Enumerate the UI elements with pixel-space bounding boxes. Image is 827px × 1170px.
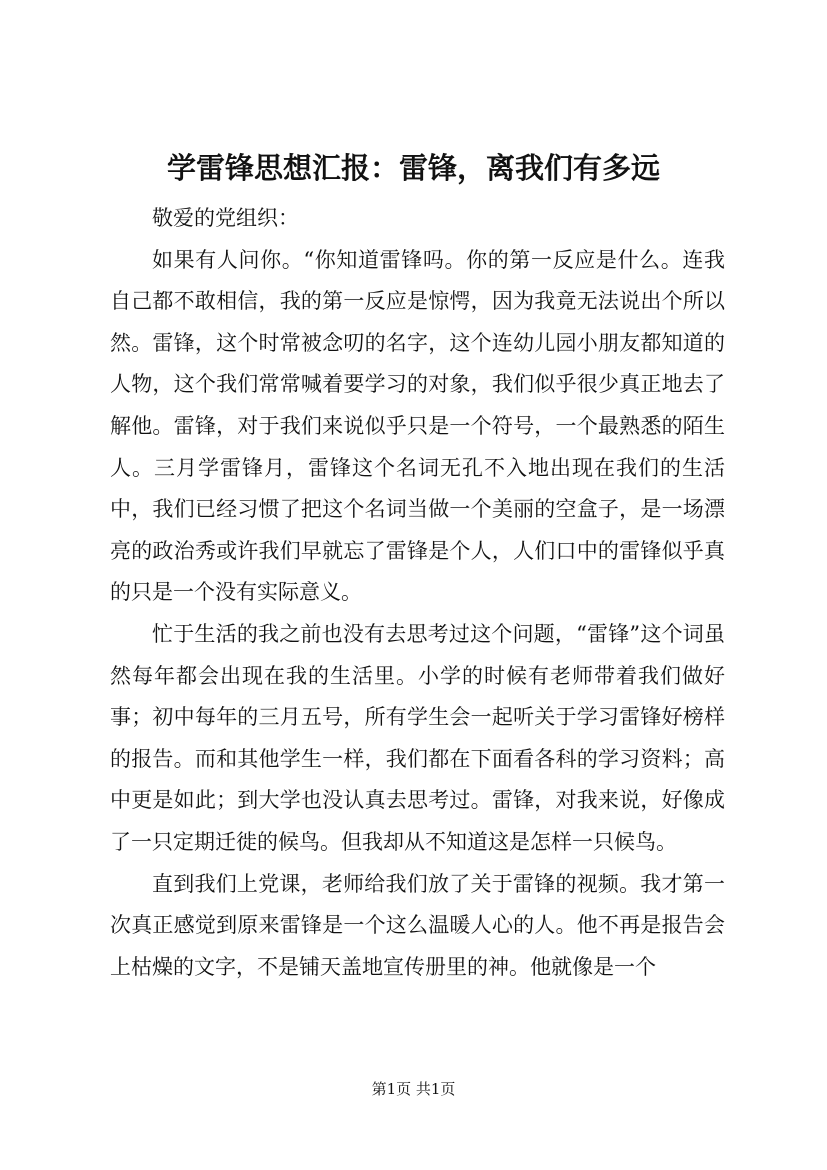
page-footer: 第1页 共1页 [371,1080,456,1098]
document-body [110,198,725,988]
paragraph-1: 如果有人问你。“你知道雷锋吗。你的第一反应是什么。连我自己都不敢相信，我的第一反应是惊愕，因为我竟无法说出个所以然。雷锋，这个时常被念叨的名字，这个连幼儿园小朋友都知道的人物，这个我们常常喊着要学习的对象，我们似乎很少真正地去了解他。雷锋，对于我们来说似乎只是一个符号，一个最熟悉的陌生人。三月学雷锋月，雷锋这个名词无孔不入地出现在我们的生活中，我们已经习惯了把这个名词当做一个美丽的空盒子，是一场漂亮的政治秀或许我们早就忘了雷锋是个人，人们口中的雷锋似乎真的只是一个没有实际意义。 [110,247,725,605]
document-title: 学雷锋思想汇报：雷锋，离我们有多远 [166,151,660,185]
salutation: 敬爱的党组织： [152,206,299,230]
paragraph-3: 直到我们上党课，老师给我们放了关于雷锋的视频。我才第一次真正感觉到原来雷锋是一个这么温暖人心的人。他不再是报告会上枯燥的文字，不是铺天盖地宣传册里的神。他就像是一个 [110,871,725,979]
paragraph-2: 忙于生活的我之前也没有去思考过这个问题，“雷锋”这个词虽然每年都会出现在我的生活里。小学的时候有老师带着我们做好事；初中每年的三月五号，所有学生会一起听关于学习雷锋好榜样的报告。而和其他学生一样，我们都在下面看各科的学习资料；高中更是如此；到大学也没认真去思考过。雷锋，对我来说，好像成了一只定期迁徙的候鸟。但我却从不知道这是怎样一只候鸟。 [110,621,725,854]
